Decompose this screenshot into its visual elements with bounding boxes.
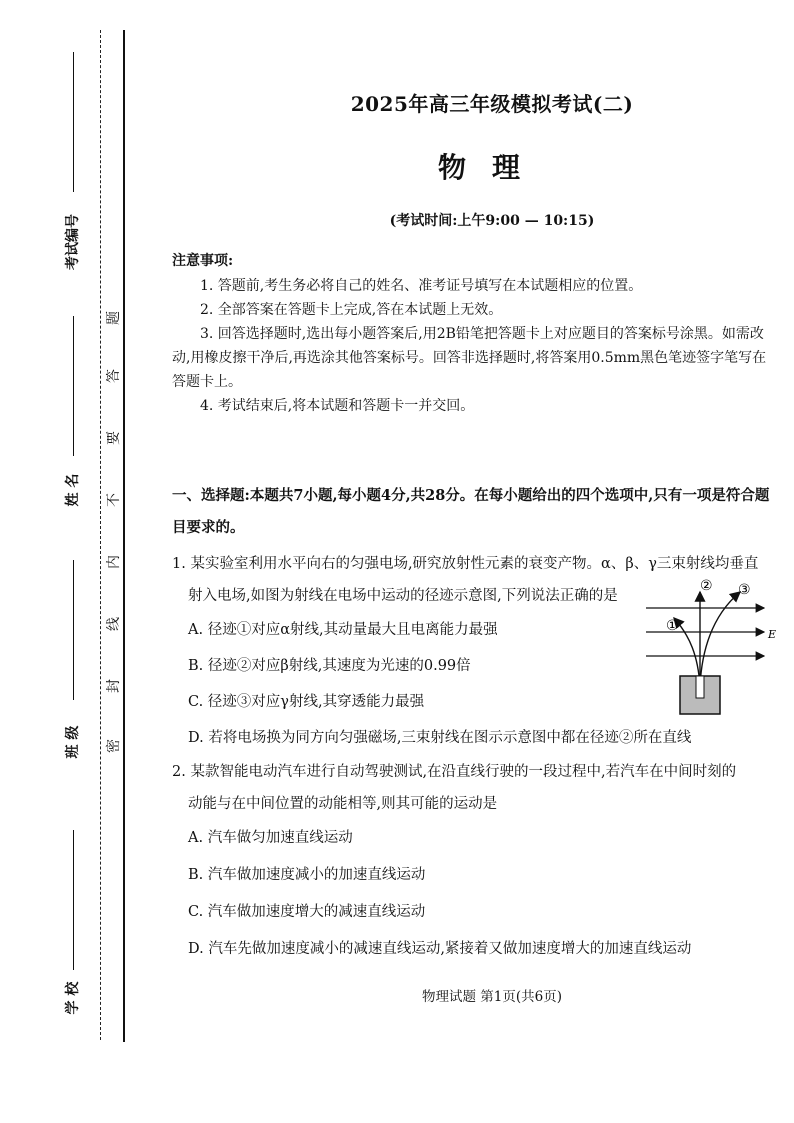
question-2-option-b: B. 汽车做加速度减小的加速直线运动 [188,867,426,883]
question-1-stem-line1: 1. 某实验室利用水平向右的匀强电场,研究放射性元素的衰变产物。α、β、γ三束射线均垂直 [172,556,759,572]
notes-heading: 注意事项: [172,253,234,269]
seal-char: 密 [106,739,122,753]
question-2-option-d: D. 汽车先做加速度减小的减速直线运动,紧接着又做加速度增大的加速直线运动 [188,941,692,957]
dashed-seal-line [100,30,101,1040]
tracks [674,592,740,686]
class-label: 班 级 [65,725,81,759]
exam-title: 2025年高三年级模拟考试(二) [350,92,634,116]
question-2-option-c: C. 汽车做加速度增大的减速直线运动 [188,904,426,920]
track-3-path [700,592,740,686]
seal-char: 线 [106,617,122,631]
exam-number-label: 考试编号 [65,214,81,270]
note-item: 3. 回答选择题时,选出每小题答案后,用2B铅笔把答题卡上对应题目的答案标号涂黑。如需改动,用橡皮擦干净后,再选涂其他答案标号。回答非选择题时,将答案用0.5mm黑色笔迹签字笔写在答题卡上。 [172,326,767,390]
exam-number-line [73,52,74,192]
note-item: 4. 考试结束后,将本试题和答题卡一并交回。 [200,398,475,414]
seal-char: 内 [106,555,122,569]
binding-border-line [123,30,125,1042]
seal-char: 不 [106,493,122,507]
note-item: 1. 答题前,考生务必将自己的姓名、准考证号填写在本试题相应的位置。 [200,278,643,294]
question-2-option-a: A. 汽车做匀加速直线运动 [188,830,353,846]
track-3-label: ③ [738,582,751,598]
section-heading: 一、选择题:本题共7小题,每小题4分,共28分。在每小题给出的四个选项中,只有一项是符合题目要求的。 [172,487,770,536]
notes-list [172,274,772,418]
name-label: 姓 名 [65,473,81,507]
page-footer: 物理试题 第1页(共6页) [421,989,562,1005]
radioactive-source [680,676,720,714]
question-1-option-a: A. 径迹①对应α射线,其动量最大且电离能力最强 [188,622,498,638]
seal-char: 封 [106,679,122,693]
seal-char: 要 [106,431,122,445]
track-1-label: ① [666,618,679,634]
track-2-label: ② [700,578,713,594]
question-1-option-d: D. 若将电场换为同方向匀强磁场,三束射线在图示示意图中都在径迹②所在直线 [188,730,692,746]
seal-char: 答 [106,369,122,383]
seal-char: 题 [106,311,122,325]
question-2 [172,756,784,968]
class-line [73,560,74,700]
note-item: 2. 全部答案在答题卡上完成,答在本试题上无效。 [200,302,503,318]
school-label: 学 校 [65,981,81,1015]
name-line [73,316,74,456]
binding-margin [0,0,130,1123]
question-1-stem-line2: 射入电场,如图为射线在电场中运动的径迹示意图,下列说法正确的是 [188,588,618,604]
school-line [73,830,74,970]
exam-time: (考试时间:上午9:00 — 10:15) [389,213,595,229]
subject-title: 物理 [437,151,546,184]
question-2-stem-line1: 2. 某款智能电动汽车进行自动驾驶测试,在沿直线行驶的一段过程中,若汽车在中间时刻的 [172,764,737,780]
question-1-option-b: B. 径迹②对应β射线,其速度为光速的0.99倍 [188,658,471,674]
field-label: E [768,628,777,641]
question-1-option-c: C. 径迹③对应γ射线,其穿透能力最强 [188,694,425,710]
radiation-track-figure [644,576,784,716]
question-2-stem-line2: 动能与在中间位置的动能相等,则其可能的运动是 [188,796,498,812]
